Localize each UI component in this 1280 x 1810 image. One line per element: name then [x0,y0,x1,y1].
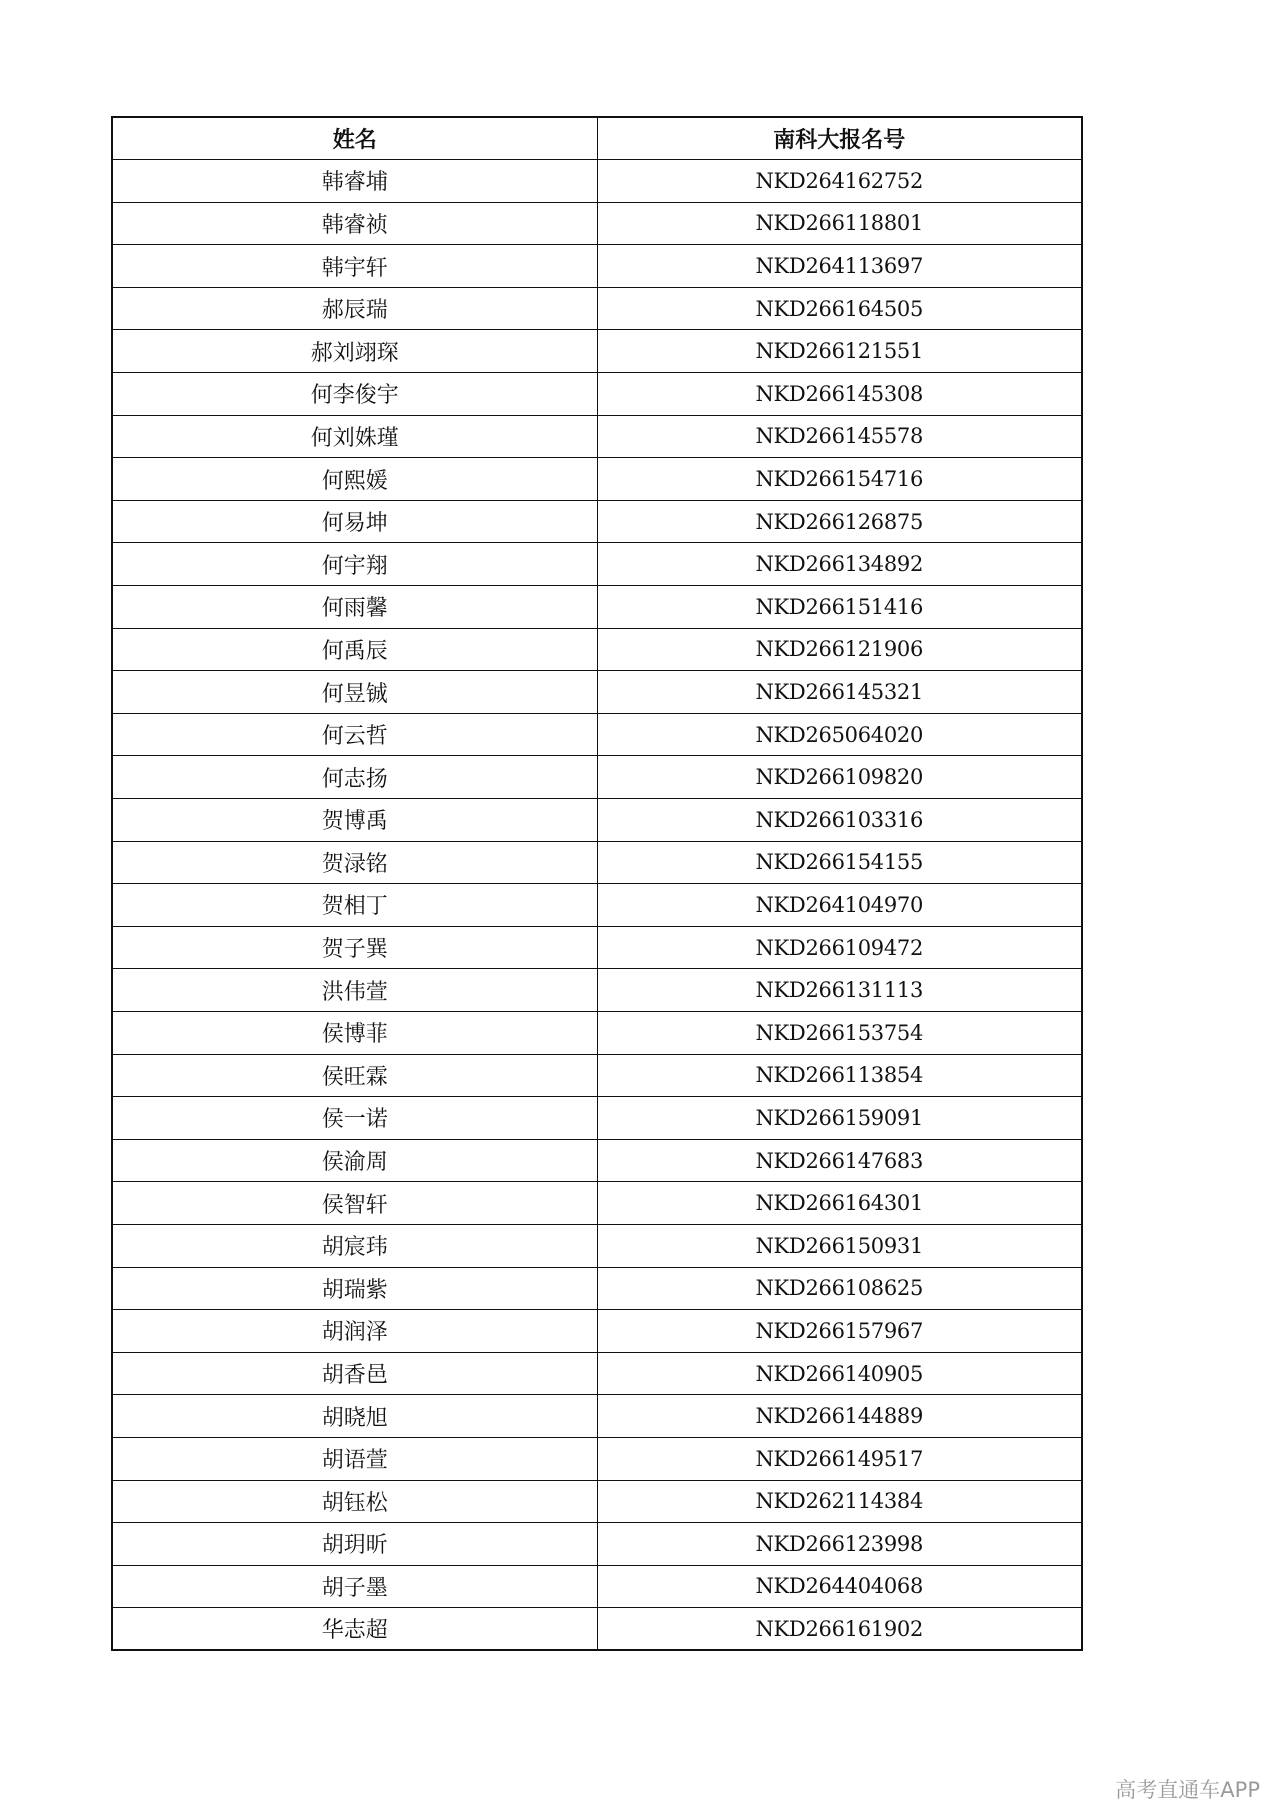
student-name-cell: 何李俊宇 [112,373,597,416]
registration-number-cell: NKD266147683 [597,1139,1082,1182]
student-name-cell: 贺博禹 [112,799,597,842]
registration-number-cell: NKD266164505 [597,287,1082,330]
registration-number-cell: NKD264404068 [597,1565,1082,1608]
registration-number-cell: NKD266140905 [597,1352,1082,1395]
registration-number-cell: NKD266113854 [597,1054,1082,1097]
table-row [112,713,1082,756]
table-row [112,1011,1082,1054]
student-name-cell: 华志超 [112,1608,597,1651]
registration-number-cell: NKD266103316 [597,799,1082,842]
student-name-cell: 贺相丁 [112,884,597,927]
registration-number-cell: NKD264113697 [597,245,1082,288]
student-name-cell: 何昱铖 [112,671,597,714]
table-row [112,1608,1082,1651]
student-name-cell: 胡瑞紫 [112,1267,597,1310]
registration-number-cell: NKD264162752 [597,160,1082,203]
table-row [112,671,1082,714]
table-row [112,926,1082,969]
registration-number-cell: NKD266154716 [597,458,1082,501]
table-row [112,756,1082,799]
student-name-cell: 郝刘翊琛 [112,330,597,373]
student-name-cell: 何宇翔 [112,543,597,586]
student-name-cell: 胡晓旭 [112,1395,597,1438]
registration-number-cell: NKD266154155 [597,841,1082,884]
registration-number-cell: NKD266126875 [597,500,1082,543]
table-row [112,373,1082,416]
table-row [112,1523,1082,1566]
table-row [112,1310,1082,1353]
watermark-text: 高考直通车APP [1115,1778,1260,1802]
registration-number-cell: NKD265064020 [597,713,1082,756]
registration-number-cell: NKD266151416 [597,586,1082,629]
table-row [112,543,1082,586]
student-name-cell: 贺子巽 [112,926,597,969]
registration-number-cell: NKD264104970 [597,884,1082,927]
student-name-cell: 韩宇轩 [112,245,597,288]
registration-number-cell: NKD266150931 [597,1224,1082,1267]
table-row [112,884,1082,927]
student-name-cell: 胡宸玮 [112,1224,597,1267]
student-name-cell: 韩睿祯 [112,202,597,245]
registration-number-cell: NKD266159091 [597,1097,1082,1140]
column-header-registration-number: 南科大报名号 [597,117,1082,160]
student-name-cell: 何禹辰 [112,628,597,671]
student-name-cell: 侯博菲 [112,1011,597,1054]
student-name-cell: 侯旺霖 [112,1054,597,1097]
registration-number-cell: NKD266131113 [597,969,1082,1012]
registration-number-cell: NKD266108625 [597,1267,1082,1310]
registration-number-cell: NKD266145578 [597,415,1082,458]
student-name-cell: 胡语萱 [112,1437,597,1480]
student-name-cell: 贺渌铭 [112,841,597,884]
student-name-cell: 胡钰松 [112,1480,597,1523]
header-row [112,117,1082,160]
table-row [112,458,1082,501]
table-row [112,1480,1082,1523]
student-name-cell: 何易坤 [112,500,597,543]
table-row [112,586,1082,629]
table-row [112,1182,1082,1225]
registration-number-cell: NKD266153754 [597,1011,1082,1054]
student-name-cell: 何志扬 [112,756,597,799]
registration-number-cell: NKD266109472 [597,926,1082,969]
student-name-cell: 胡子墨 [112,1565,597,1608]
table-row [112,202,1082,245]
table-row [112,969,1082,1012]
student-name-cell: 何熙媛 [112,458,597,501]
table-row [112,160,1082,203]
table-row [112,1267,1082,1310]
table-row [112,1565,1082,1608]
student-name-cell: 侯智轩 [112,1182,597,1225]
registration-number-cell: NKD266164301 [597,1182,1082,1225]
student-name-cell: 何刘姝瑾 [112,415,597,458]
table-row [112,330,1082,373]
student-name-cell: 郝辰瑞 [112,287,597,330]
registration-number-cell: NKD262114384 [597,1480,1082,1523]
registration-number-cell: NKD266161902 [597,1608,1082,1651]
student-name-cell: 胡香邑 [112,1352,597,1395]
registration-number-cell: NKD266109820 [597,756,1082,799]
registration-number-cell: NKD266145321 [597,671,1082,714]
registration-number-cell: NKD266118801 [597,202,1082,245]
table-row [112,245,1082,288]
table-row [112,287,1082,330]
table-row [112,500,1082,543]
registration-number-cell: NKD266145308 [597,373,1082,416]
student-name-cell: 侯渝周 [112,1139,597,1182]
table-row [112,1352,1082,1395]
table-row [112,799,1082,842]
table-row [112,628,1082,671]
student-name-cell: 洪伟萱 [112,969,597,1012]
column-header-name: 姓名 [112,117,597,160]
student-name-cell: 胡玥昕 [112,1523,597,1566]
registration-number-cell: NKD266121906 [597,628,1082,671]
table-row [112,1139,1082,1182]
registration-number-cell: NKD266121551 [597,330,1082,373]
table-row [112,1224,1082,1267]
registration-number-cell: NKD266144889 [597,1395,1082,1438]
registration-number-cell: NKD266149517 [597,1437,1082,1480]
student-name-cell: 韩睿埔 [112,160,597,203]
table-row [112,1437,1082,1480]
table-row [112,1054,1082,1097]
table-row [112,415,1082,458]
registration-number-cell: NKD266123998 [597,1523,1082,1566]
student-name-cell: 侯一诺 [112,1097,597,1140]
table-row [112,841,1082,884]
student-name-cell: 胡润泽 [112,1310,597,1353]
student-name-cell: 何云哲 [112,713,597,756]
student-name-cell: 何雨馨 [112,586,597,629]
table-row [112,1097,1082,1140]
registration-number-cell: NKD266157967 [597,1310,1082,1353]
registration-number-cell: NKD266134892 [597,543,1082,586]
admission-list-table [111,116,1083,1651]
table-row [112,1395,1082,1438]
